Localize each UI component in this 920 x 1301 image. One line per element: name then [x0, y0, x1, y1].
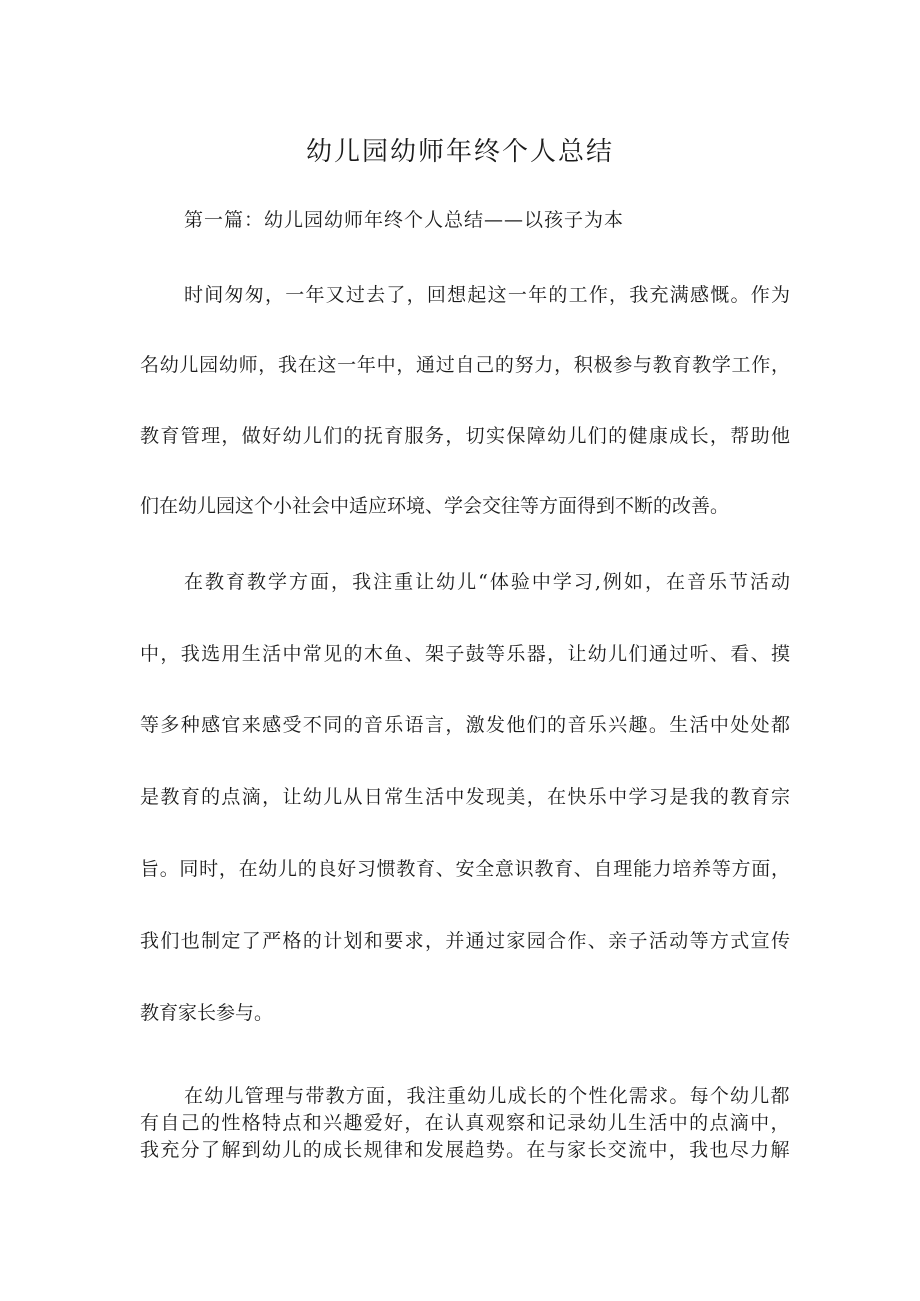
paragraph-2-line-3: 等多种感官来感受不同的音乐语言，激发他们的音乐兴趣。生活中处处都 [140, 714, 790, 736]
document-title: 幼儿园幼师年终个人总结 [305, 137, 614, 167]
paragraph-2-line-2: 中，我选用生活中常见的木鱼、架子鼓等乐器，让幼儿们通过听、看、摸 [140, 643, 790, 665]
paragraph-3-line-1: 在幼儿管理与带教方面，我注重幼儿成长的个性化需求。每个幼儿都 [184, 1085, 790, 1107]
paragraph-1-line-4: 们在幼儿园这个小社会中适应环境、学会交往等方面得到不断的改善。 [140, 495, 730, 517]
paragraph-3-line-3: 我充分了解到幼儿的成长规律和发展趋势。在与家长交流中，我也尽力解 [140, 1139, 790, 1161]
paragraph-3-line-2: 有自己的性格特点和兴趣爱好，在认真观察和记录幼儿生活中的点滴中， [140, 1112, 790, 1134]
paragraph-1-line-1: 时间匆匆，一年又过去了，回想起这一年的工作，我充满感慨。作为 [184, 284, 790, 306]
document-subtitle: 第一篇：幼儿园幼师年终个人总结——以孩子为本 [184, 209, 625, 231]
paragraph-2-line-5: 旨。同时，在幼儿的良好习惯教育、安全意识教育、自理能力培养等方面， [140, 858, 790, 880]
paragraph-1-line-2: 名幼儿园幼师，我在这一年中，通过自己的努力，积极参与教育教学工作， [140, 354, 790, 376]
paragraph-2-line-7: 教育家长参与。 [140, 1002, 274, 1024]
paragraph-2-line-4: 是教育的点滴，让幼儿从日常生活中发现美，在快乐中学习是我的教育宗 [140, 786, 790, 808]
paragraph-2-line-1: 在教育教学方面，我注重让幼儿“体验中学习,例如，在音乐节活动 [184, 571, 790, 593]
paragraph-2-line-6: 我们也制定了严格的计划和要求，并通过家园合作、亲子活动等方式宣传 [140, 930, 790, 952]
paragraph-1-line-3: 教育管理，做好幼儿们的抚育服务，切实保障幼儿们的健康成长，帮助他 [140, 425, 790, 447]
